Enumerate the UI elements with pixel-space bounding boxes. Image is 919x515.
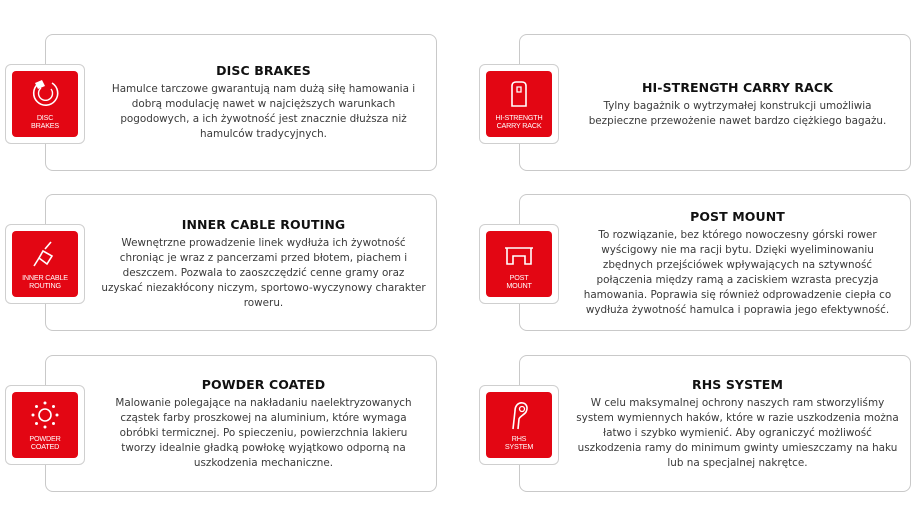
- badge-background: [12, 71, 78, 137]
- carry-rack-icon: [503, 78, 535, 110]
- feature-content: [101, 63, 426, 142]
- badge-label: INNER CABLE ROUTING: [22, 273, 68, 290]
- feature-title: POST MOUNT: [690, 209, 785, 224]
- feature-title: RHS SYSTEM: [691, 377, 783, 392]
- feature-description: Malowanie polegające na nakładaniu naelektryzowanych cząstek farby proszkowej na aluminium, które wymaga obróbki termicznej. Po spieczeniu, powierzchnia lakieru tworzy idealnie gładką powłokę wyjątkowo odporną na uszkodzenia mechaniczne.: [115, 397, 412, 469]
- feature-card-powder-coated: [45, 355, 437, 492]
- feature-title: INNER CABLE ROUTING: [181, 217, 346, 232]
- cable-routing-icon: [29, 238, 61, 270]
- feature-description: W celu maksymalnej ochrony naszych ram stworzyliśmy system wymiennych haków, które w razie uszkodzenia można łatwo i szybko wymienić. Aby ograniczyć możliwość uszkodzenia ramy do minimum gwinty umieszczamy na haku lub na specjalnej nakrętce.: [576, 397, 899, 469]
- disc-brake-icon: [29, 78, 61, 110]
- feature-content: [101, 217, 426, 311]
- badge-label: DISC BRAKES: [31, 113, 59, 130]
- feature-description: Tylny bagażnik o wytrzymałej konstrukcji umożliwia bezpieczne przewożenie nawet bardzo ciężkiego bagażu.: [588, 100, 887, 127]
- powder-coated-icon: [29, 399, 61, 431]
- badge-background: [486, 392, 552, 458]
- feature-card-carry-rack: [519, 34, 911, 171]
- feature-badge-powder-coated: [5, 385, 85, 465]
- feature-card-cable-routing: [45, 194, 437, 331]
- feature-card-rhs-system: [519, 355, 911, 492]
- post-mount-icon: [503, 238, 535, 270]
- feature-badge-post-mount: [479, 224, 559, 304]
- rhs-system-icon: [503, 399, 535, 431]
- badge-label: POST MOUNT: [506, 273, 532, 290]
- feature-title: HI-STRENGTH CARRY RACK: [641, 80, 833, 95]
- badge-background: [12, 392, 78, 458]
- feature-description: To rozwiązanie, bez którego nowoczesny górski rower wyścigowy nie ma racji bytu. Dzięki wyeliminowaniu zbędnych przejściówek wpływających na sztywność połączenia między ramą a zaciskiem wzrasta precyzja hamowania. Poprawia się również odprowadzenie ciepła co wydłuża żywotność hamulca i poprawia jego efektywność.: [583, 229, 892, 316]
- badge-label: RHS SYSTEM: [504, 434, 534, 451]
- feature-badge-disc-brakes: [5, 64, 85, 144]
- badge-background: [12, 231, 78, 297]
- feature-content: [101, 377, 426, 471]
- feature-description: Hamulce tarczowe gwarantują nam dużą siłę hamowania i dobrą modulację nawet w najcięższych warunkach pogodowych, a ich żywotność jest znacznie dłuższa niż hamulców tradycyjnych.: [111, 83, 416, 140]
- badge-label: HI-STRENGTH CARRY RACK: [495, 113, 543, 130]
- feature-badge-cable-routing: [5, 224, 85, 304]
- feature-title: POWDER COATED: [201, 377, 326, 392]
- feature-content: [575, 377, 900, 471]
- feature-title: DISC BRAKES: [216, 63, 311, 78]
- badge-background: [486, 71, 552, 137]
- badge-background: [486, 231, 552, 297]
- feature-card-post-mount: [519, 194, 911, 331]
- badge-label: POWDER COATED: [29, 434, 61, 451]
- feature-card-disc-brakes: [45, 34, 437, 171]
- feature-badge-carry-rack: [479, 64, 559, 144]
- feature-content: [575, 209, 900, 318]
- feature-content: [575, 80, 900, 129]
- feature-badge-rhs-system: [479, 385, 559, 465]
- feature-description: Wewnętrzne prowadzenie linek wydłuża ich żywotność chroniąc je wraz z pancerzami przed błotem, piachem i deszczem. Pozwala to zaoszczędzić cenne gramy oraz uzyskać niezakłócony niczym, sportowo-wyczynowy charakter roweru.: [101, 237, 426, 309]
